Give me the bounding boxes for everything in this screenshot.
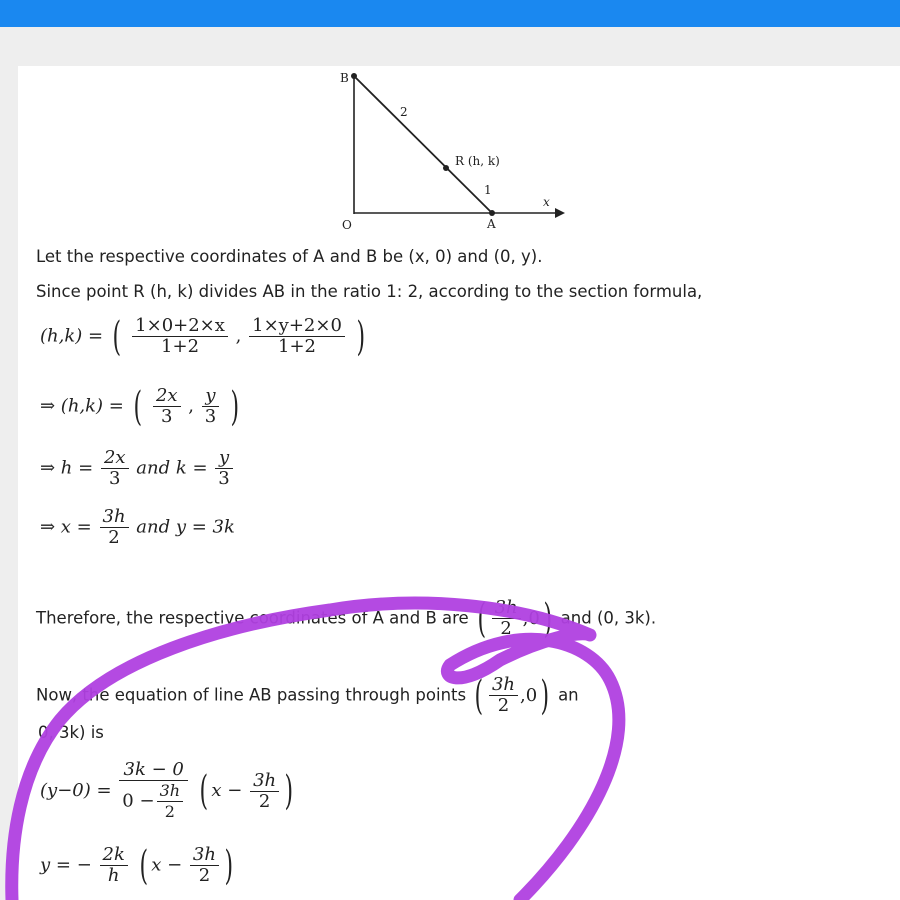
eq6-frac-den: h — [107, 865, 120, 886]
eq5-rhs-den: 2 — [258, 790, 271, 812]
eq4-mid: and y = 3k — [136, 516, 235, 538]
eq1-frac2-den: 1+2 — [278, 336, 317, 357]
eq3-frac2-den: 3 — [218, 468, 230, 489]
therefore-line: Therefore, the respective coordinates of A and B are ( $\frac{3h}{2}$ ,0) and (0, 3k). — [36, 595, 657, 642]
triangle-diagram — [330, 66, 580, 236]
eq6-rhs-num: 3h — [190, 845, 219, 866]
eq2-frac2-den: 3 — [204, 406, 217, 427]
eq6-lhs: y = − — [40, 854, 92, 876]
eq5-den-pre: 0 − — [122, 790, 155, 812]
label-b: B — [340, 71, 349, 85]
eq2-frac1-den: 3 — [161, 406, 173, 427]
now-comma-zero: ,0 — [520, 684, 538, 706]
ratio-upper: 2 — [400, 105, 408, 119]
point-a — [489, 210, 495, 216]
eq2-lhs: ⇒ (h,k) = — [40, 395, 124, 417]
therefore-frac-den: 2 — [500, 618, 512, 639]
equation-1: (h,k) = ( $\frac{1\times 0+2\times x}{1+2}$ , $\frac{1\times y+2\times 0}{1+2}$ ) — [40, 313, 365, 360]
point-r — [443, 165, 449, 171]
eq6-rhs-den: 2 — [198, 865, 211, 886]
eq6-rhs-pre: x − — [151, 854, 183, 876]
therefore-frac-num: 3h — [492, 598, 521, 619]
eq3-frac1-num: 2x — [101, 448, 129, 469]
eq5-den-frac-num: 3h — [157, 781, 183, 802]
eq5-rhs-num: 3h — [250, 771, 279, 792]
point-b — [351, 73, 357, 79]
therefore-part1: Therefore, the respective coordinates of A and B are — [36, 608, 469, 628]
label-o: O — [342, 218, 352, 232]
eq4-frac1-den: 2 — [108, 527, 120, 548]
now-line: Now, the equation of line AB passing through points ( $\frac{3h}{2}$ ,0) an — [36, 672, 579, 719]
eq5-rhs-pre: x − — [211, 780, 243, 801]
eq2-frac1-num: 2x — [153, 386, 181, 407]
eq5-den-frac-den: 2 — [164, 802, 175, 821]
label-a: A — [487, 217, 496, 231]
eq1-frac1-num: 1×0+2×x — [132, 316, 228, 337]
segment-ab — [354, 76, 492, 213]
eq1-frac1-den: 1+2 — [161, 336, 200, 357]
eq3-mid: and k = — [136, 457, 208, 479]
eq4-lhs: ⇒ x = — [40, 516, 92, 538]
section-formula-line: Since point R (h, k) divides AB in the ratio 1: 2, according to the section formula, — [36, 282, 703, 301]
intro-line: Let the respective coordinates of A and B be (x, 0) and (0, y). — [36, 247, 543, 266]
eq2-frac2-num: y — [202, 386, 219, 407]
label-r: R (h, k) — [455, 154, 500, 168]
now-frac-den: 2 — [497, 695, 510, 716]
eq1-comma: , — [235, 325, 242, 347]
eq5-num: 3k − 0 — [119, 760, 188, 781]
equation-6: y = − $\frac{2k}{h}$ ( x − $\frac{3h}{2}$ ) — [40, 842, 234, 889]
therefore-part2: and (0, 3k). — [560, 608, 657, 628]
therefore-comma-zero: ,0 — [522, 607, 540, 629]
label-x: x — [543, 195, 550, 209]
eq1-frac2-num: 1×y+2×0 — [249, 316, 345, 337]
eq5-lhs: (y−0) = — [40, 780, 112, 801]
x-axis-arrow — [555, 208, 565, 218]
eq4-frac1-num: 3h — [100, 507, 129, 528]
eq2-comma: , — [188, 395, 195, 417]
eq1-lhs: (h,k) = — [40, 325, 104, 347]
equation-3 — [40, 448, 235, 489]
eq3-frac1-den: 3 — [109, 468, 121, 489]
eq6-frac-num: 2k — [100, 845, 128, 866]
now-line-2: 0, 3k) is — [38, 723, 104, 742]
equation-5: (y−0) = 3k − 0 0 − $\frac{3h}{2}$ ( x − $\frac{3h}{2}$ ) — [40, 759, 294, 821]
now-frac-num: 3h — [489, 675, 518, 696]
eq3-frac2-num: y — [215, 448, 232, 469]
equation-4 — [40, 507, 235, 548]
equation-2: ⇒ (h,k) = ( $\frac{2x}{3}$ , $\frac{y}{3}$ ) — [40, 383, 240, 430]
now-part2: an — [558, 685, 579, 705]
eq3-lhs: ⇒ h = — [40, 457, 94, 479]
top-bar — [0, 0, 900, 27]
now-part1: Now, the equation of line AB passing through points — [36, 685, 467, 705]
ratio-lower: 1 — [484, 183, 492, 197]
